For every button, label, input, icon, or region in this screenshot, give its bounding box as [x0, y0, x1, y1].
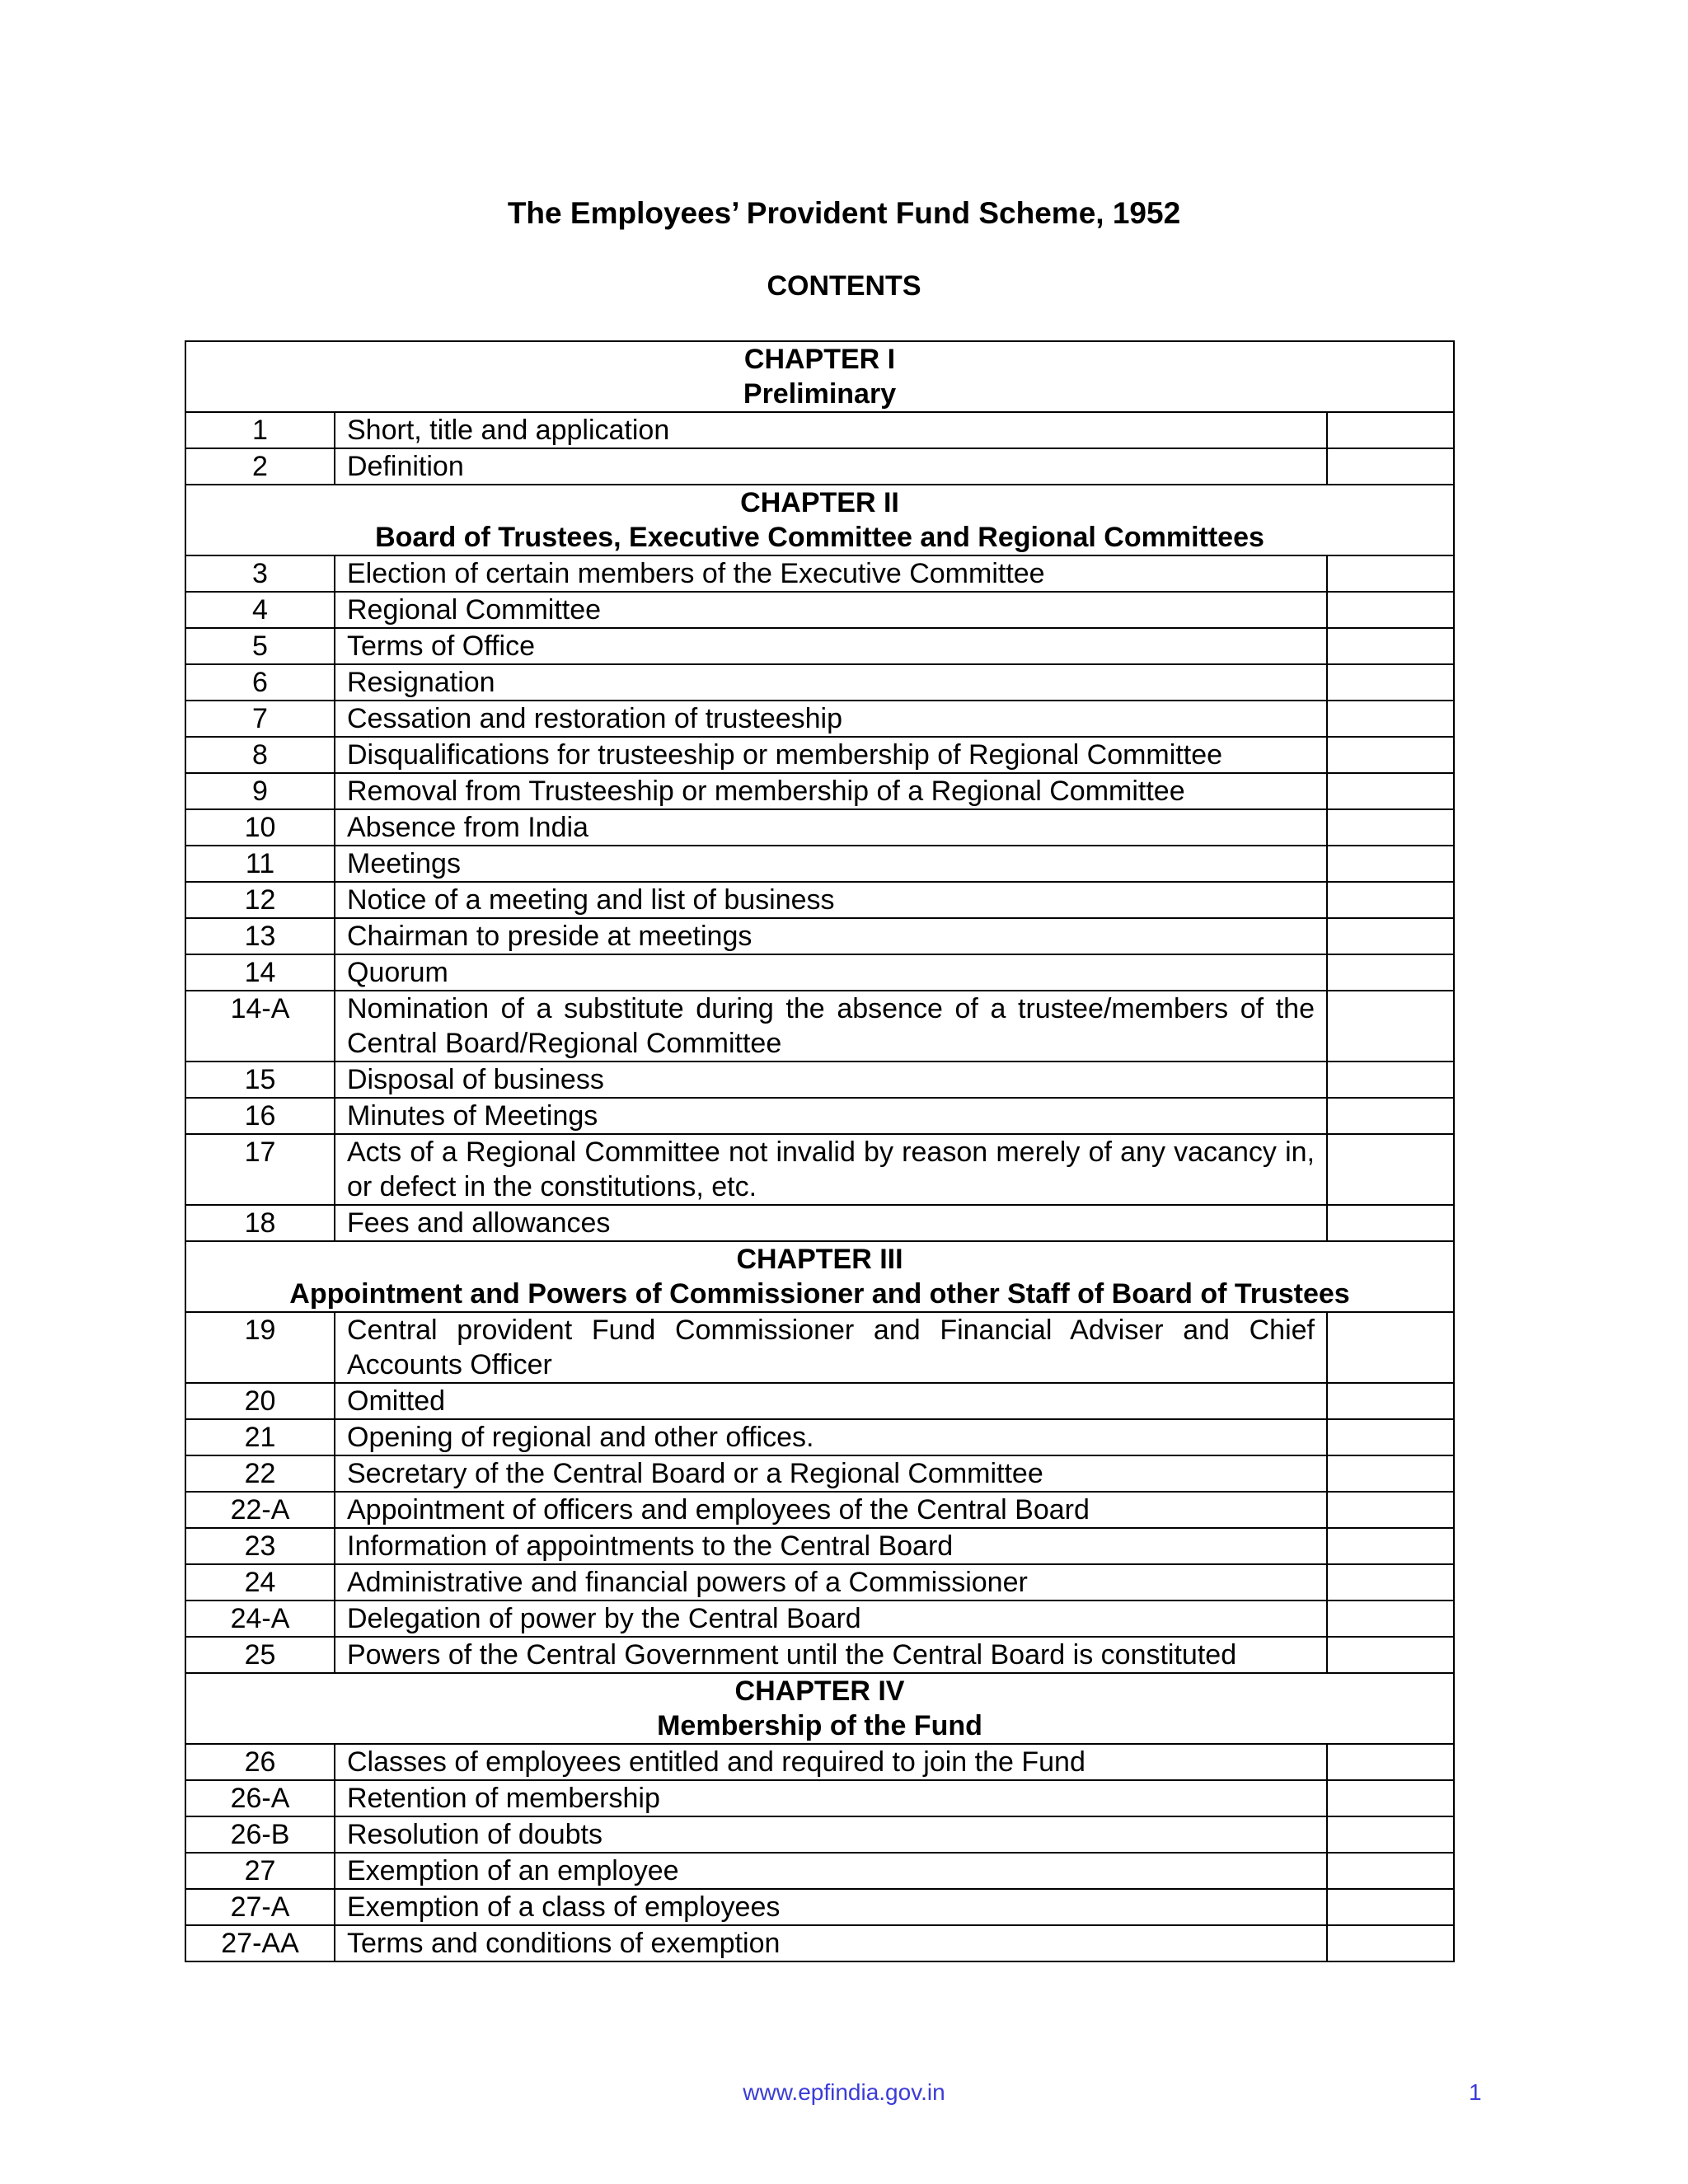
section-page-cell	[1327, 1419, 1454, 1455]
chapter-heading-cell	[185, 1673, 1454, 1744]
section-number: 20	[185, 1383, 335, 1419]
section-number: 22	[185, 1455, 335, 1492]
section-row	[185, 1419, 1454, 1455]
section-number: 23	[185, 1528, 335, 1564]
section-row	[185, 1205, 1454, 1241]
section-number: 14	[185, 954, 335, 991]
section-row	[185, 1455, 1454, 1492]
chapter-title: Appointment and Powers of Commissioner and other Staff of Board of Trustees	[289, 1278, 1350, 1310]
section-title: Cessation and restoration of trusteeship	[335, 701, 1327, 737]
section-number: 24	[185, 1564, 335, 1601]
section-number: 18	[185, 1205, 335, 1241]
chapter-number: CHAPTER IV	[734, 1675, 905, 1707]
section-page-cell	[1327, 1455, 1454, 1492]
section-row	[185, 448, 1454, 485]
section-page-cell	[1327, 1889, 1454, 1925]
section-title: Omitted	[335, 1383, 1327, 1419]
section-page-cell	[1327, 954, 1454, 991]
chapter-row	[185, 1673, 1454, 1744]
chapter-number: CHAPTER II	[740, 487, 899, 518]
section-row	[185, 846, 1454, 882]
section-page-cell	[1327, 1062, 1454, 1098]
section-number: 17	[185, 1134, 335, 1205]
section-title: Minutes of Meetings	[335, 1098, 1327, 1134]
section-row	[185, 918, 1454, 954]
section-row	[185, 773, 1454, 809]
section-page-cell	[1327, 1528, 1454, 1564]
document-title: The Employees’ Provident Fund Scheme, 1952	[507, 196, 1181, 230]
section-number: 10	[185, 809, 335, 846]
page-number: 1	[1469, 2079, 1482, 2105]
section-row	[185, 1492, 1454, 1528]
section-page-cell	[1327, 1312, 1454, 1383]
section-row	[185, 1134, 1454, 1205]
section-number: 21	[185, 1419, 335, 1455]
section-title: Acts of a Regional Committee not invalid by reason merely of any vacancy in, or defect in the constitutions, etc.	[335, 1134, 1327, 1205]
section-page-cell	[1327, 1744, 1454, 1780]
section-row	[185, 555, 1454, 592]
section-number: 26	[185, 1744, 335, 1780]
section-title: Nomination of a substitute during the absence of a trustee/members of the Central Board/Regional Committee	[335, 991, 1327, 1062]
contents-heading: CONTENTS	[767, 270, 921, 302]
section-page-cell	[1327, 882, 1454, 918]
chapter-title: Board of Trustees, Executive Committee and Regional Committees	[375, 522, 1264, 553]
chapter-title: Preliminary	[743, 378, 897, 410]
section-row	[185, 1816, 1454, 1853]
section-page-cell	[1327, 1383, 1454, 1419]
section-title: Secretary of the Central Board or a Regional Committee	[335, 1455, 1327, 1492]
section-number: 27	[185, 1853, 335, 1889]
section-page-cell	[1327, 1564, 1454, 1601]
section-page-cell	[1327, 448, 1454, 485]
section-title: Removal from Trusteeship or membership of a Regional Committee	[335, 773, 1327, 809]
section-number: 1	[185, 412, 335, 448]
section-page-cell	[1327, 1925, 1454, 1961]
section-page-cell	[1327, 1816, 1454, 1853]
section-row	[185, 954, 1454, 991]
section-page-cell	[1327, 737, 1454, 773]
section-page-cell	[1327, 664, 1454, 701]
section-title: Short, title and application	[335, 412, 1327, 448]
section-title: Delegation of power by the Central Board	[335, 1601, 1327, 1637]
chapter-row	[185, 341, 1454, 412]
section-title: Election of certain members of the Executive Committee	[335, 555, 1327, 592]
section-number: 4	[185, 592, 335, 628]
section-title: Regional Committee	[335, 592, 1327, 628]
section-page-cell	[1327, 1492, 1454, 1528]
section-page-cell	[1327, 592, 1454, 628]
section-title: Central provident Fund Commissioner and Financial Adviser and Chief Accounts Officer	[335, 1312, 1327, 1383]
section-row	[185, 1062, 1454, 1098]
section-number: 27-A	[185, 1889, 335, 1925]
section-row	[185, 664, 1454, 701]
section-page-cell	[1327, 773, 1454, 809]
section-row	[185, 628, 1454, 664]
chapter-number: CHAPTER I	[743, 344, 896, 375]
section-title: Opening of regional and other offices.	[335, 1419, 1327, 1455]
section-page-cell	[1327, 1134, 1454, 1205]
chapter-row	[185, 485, 1454, 555]
section-row	[185, 1853, 1454, 1889]
section-number: 5	[185, 628, 335, 664]
section-row	[185, 1925, 1454, 1961]
section-row	[185, 1744, 1454, 1780]
section-number: 3	[185, 555, 335, 592]
section-title: Resignation	[335, 664, 1327, 701]
section-number: 12	[185, 882, 335, 918]
section-title: Quorum	[335, 954, 1327, 991]
section-row	[185, 882, 1454, 918]
section-number: 13	[185, 918, 335, 954]
footer-website-link[interactable]: www.epfindia.gov.in	[743, 2079, 945, 2105]
section-page-cell	[1327, 918, 1454, 954]
section-title: Resolution of doubts	[335, 1816, 1327, 1853]
section-row	[185, 737, 1454, 773]
section-page-cell	[1327, 846, 1454, 882]
section-row	[185, 1601, 1454, 1637]
section-row	[185, 1528, 1454, 1564]
section-title: Disqualifications for trusteeship or membership of Regional Committee	[335, 737, 1327, 773]
section-number: 2	[185, 448, 335, 485]
section-page-cell	[1327, 412, 1454, 448]
section-title: Absence from India	[335, 809, 1327, 846]
section-title: Administrative and financial powers of a Commissioner	[335, 1564, 1327, 1601]
chapter-heading-cell	[185, 341, 1454, 412]
section-number: 22-A	[185, 1492, 335, 1528]
section-row	[185, 1564, 1454, 1601]
section-title: Disposal of business	[335, 1062, 1327, 1098]
section-page-cell	[1327, 1601, 1454, 1637]
section-number: 24-A	[185, 1601, 335, 1637]
section-row	[185, 1383, 1454, 1419]
section-page-cell	[1327, 809, 1454, 846]
section-number: 9	[185, 773, 335, 809]
section-page-cell	[1327, 701, 1454, 737]
section-row	[185, 1312, 1454, 1383]
contents-table	[185, 340, 1455, 1962]
section-page-cell	[1327, 1780, 1454, 1816]
section-title: Exemption of a class of employees	[335, 1889, 1327, 1925]
section-row	[185, 592, 1454, 628]
section-title: Classes of employees entitled and required to join the Fund	[335, 1744, 1327, 1780]
section-number: 8	[185, 737, 335, 773]
section-page-cell	[1327, 1205, 1454, 1241]
section-title: Terms and conditions of exemption	[335, 1925, 1327, 1961]
section-number: 26-B	[185, 1816, 335, 1853]
section-number: 25	[185, 1637, 335, 1673]
section-page-cell	[1327, 628, 1454, 664]
section-number: 26-A	[185, 1780, 335, 1816]
section-number: 6	[185, 664, 335, 701]
section-title: Retention of membership	[335, 1780, 1327, 1816]
section-page-cell	[1327, 1098, 1454, 1134]
section-title: Appointment of officers and employees of the Central Board	[335, 1492, 1327, 1528]
section-row	[185, 412, 1454, 448]
section-page-cell	[1327, 1853, 1454, 1889]
section-number: 27-AA	[185, 1925, 335, 1961]
section-page-cell	[1327, 1637, 1454, 1673]
chapter-title: Membership of the Fund	[657, 1710, 982, 1741]
section-row	[185, 1780, 1454, 1816]
section-row	[185, 1889, 1454, 1925]
section-title: Chairman to preside at meetings	[335, 918, 1327, 954]
section-title: Fees and allowances	[335, 1205, 1327, 1241]
section-number: 15	[185, 1062, 335, 1098]
section-row	[185, 701, 1454, 737]
section-row	[185, 1637, 1454, 1673]
section-title: Powers of the Central Government until the Central Board is constituted	[335, 1637, 1327, 1673]
section-row	[185, 809, 1454, 846]
section-row	[185, 991, 1454, 1062]
section-page-cell	[1327, 991, 1454, 1062]
chapter-heading-cell	[185, 1241, 1454, 1312]
contents-table-body	[185, 341, 1454, 1961]
section-row	[185, 1098, 1454, 1134]
section-title: Meetings	[335, 846, 1327, 882]
section-title: Notice of a meeting and list of business	[335, 882, 1327, 918]
chapter-number: CHAPTER III	[736, 1244, 903, 1275]
section-title: Exemption of an employee	[335, 1853, 1327, 1889]
section-number: 19	[185, 1312, 335, 1383]
section-title: Information of appointments to the Central Board	[335, 1528, 1327, 1564]
section-number: 16	[185, 1098, 335, 1134]
section-number: 14-A	[185, 991, 335, 1062]
chapter-heading-cell	[185, 485, 1454, 555]
section-title: Definition	[335, 448, 1327, 485]
section-title: Terms of Office	[335, 628, 1327, 664]
section-number: 7	[185, 701, 335, 737]
section-number: 11	[185, 846, 335, 882]
chapter-row	[185, 1241, 1454, 1312]
section-page-cell	[1327, 555, 1454, 592]
